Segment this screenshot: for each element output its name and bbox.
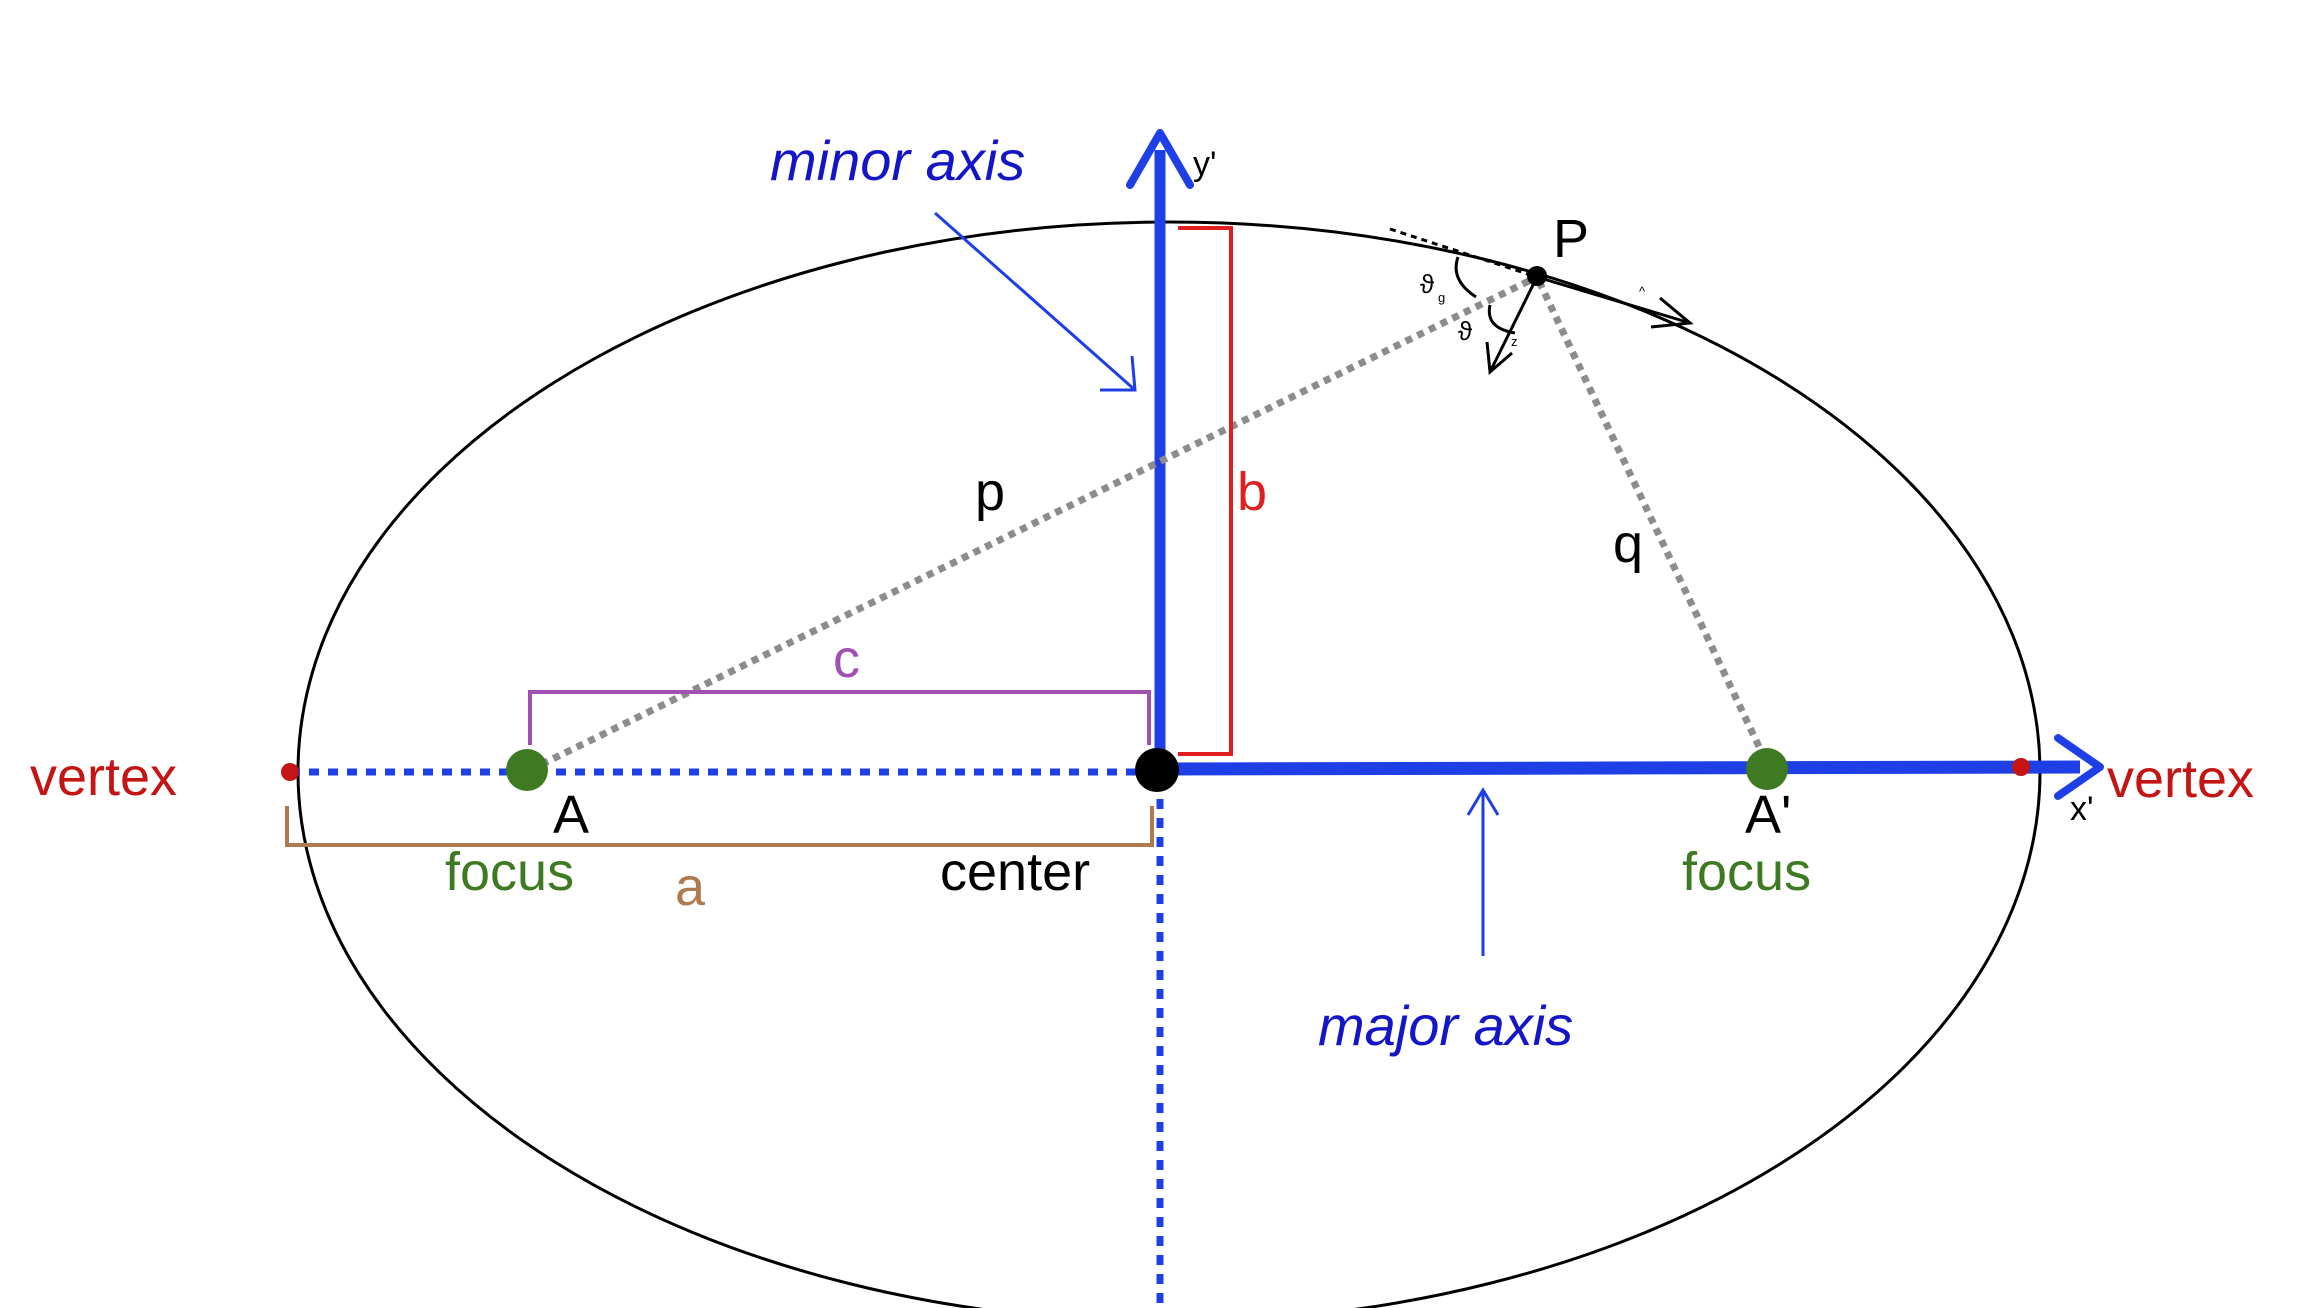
theta-z-subscript: z bbox=[1511, 334, 1518, 349]
theta-z-label: ϑ bbox=[1458, 316, 1473, 346]
point-p-label: P bbox=[1553, 209, 1590, 269]
angle-g-arc bbox=[1456, 257, 1476, 297]
x-axis-label: x' bbox=[2070, 790, 2094, 828]
semi-minor-bracket bbox=[1178, 228, 1231, 754]
semi-major-axis-line bbox=[1160, 767, 2080, 769]
y-axis-label: y' bbox=[1193, 145, 1217, 183]
normal-direction-head bbox=[1487, 342, 1512, 372]
focus-left-dot bbox=[506, 749, 548, 791]
tangent-dotted bbox=[1390, 229, 1537, 277]
vertex-right-label: vertex bbox=[2107, 749, 2255, 809]
vertex-left-label: vertex bbox=[30, 747, 178, 807]
focus-right-dot bbox=[1746, 748, 1788, 790]
semi-minor-label: b bbox=[1237, 462, 1268, 522]
minor-axis-pointer-arrow bbox=[935, 213, 1135, 390]
focal-distance-label: c bbox=[833, 629, 860, 689]
focal-line-q bbox=[1537, 277, 1770, 770]
theta-g-label: ϑ bbox=[1420, 269, 1435, 299]
focus-right-letter: A' bbox=[1745, 785, 1792, 845]
semi-major-label: a bbox=[675, 857, 706, 917]
focus-right-label: focus bbox=[1682, 842, 1812, 902]
center-label: center bbox=[940, 842, 1091, 902]
major-axis-label: major axis bbox=[1318, 994, 1574, 1057]
focus-left-label: focus bbox=[445, 842, 575, 902]
focal-line-p bbox=[530, 277, 1537, 770]
theta-g-subscript: g bbox=[1438, 290, 1446, 305]
center-dot bbox=[1135, 748, 1179, 792]
distance-q-label: q bbox=[1613, 514, 1644, 574]
vertex-left-dot bbox=[281, 763, 299, 781]
vertex-right-dot bbox=[2012, 758, 2030, 776]
point-p-dot bbox=[1527, 266, 1547, 286]
tangent-direction bbox=[1537, 277, 1690, 323]
minor-axis-label: minor axis bbox=[770, 129, 1026, 192]
semi-major-bracket bbox=[287, 806, 1152, 845]
focus-left-letter: A bbox=[553, 785, 590, 845]
focal-distance-bracket bbox=[530, 692, 1149, 745]
distance-p-label: p bbox=[975, 462, 1006, 522]
tangent-mark: ^ bbox=[1639, 284, 1646, 299]
